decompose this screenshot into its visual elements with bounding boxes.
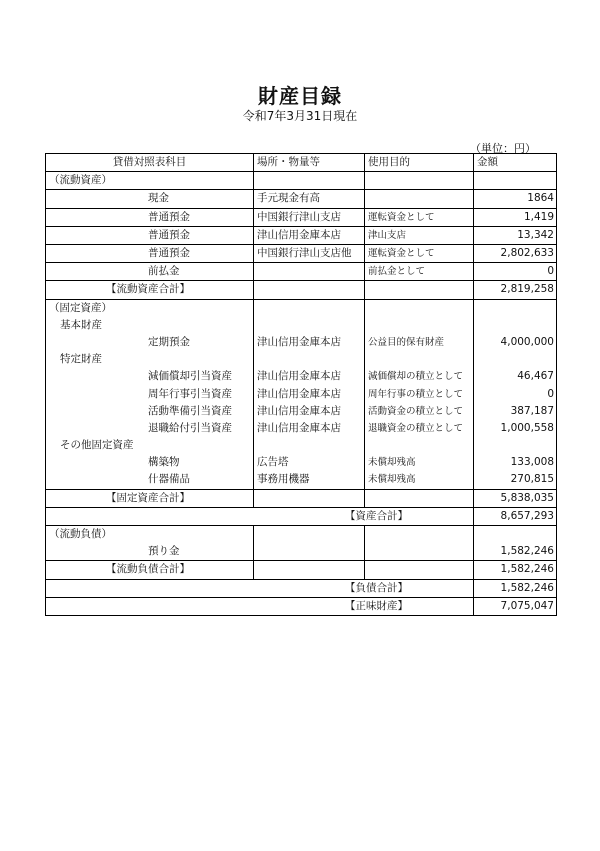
liabilities-total: 1,582,246: [474, 579, 557, 597]
current-liabilities-total: 1,582,246: [474, 561, 557, 579]
col-amount-header: 金額: [474, 154, 557, 172]
subsection-heading-row: [46, 437, 557, 454]
unit-label: （単位：円）: [470, 142, 536, 155]
page-title: 財産目録: [258, 84, 342, 108]
subtotal-row: [46, 561, 557, 579]
section-heading-row: [46, 172, 557, 190]
subsection-heading-row: [46, 317, 557, 334]
specific-assets-heading: 特定財産: [46, 351, 254, 368]
asset-inventory-table: [45, 153, 557, 616]
table-row: 普通預金 津山信用金庫本店 津山支店 13,342: [46, 226, 557, 244]
grand-total-row: [46, 579, 557, 597]
current-assets-total: 2,819,258: [474, 281, 557, 299]
table-row: 活動準備引当資産 津山信用金庫本店 活動資金の積立として 387,187: [46, 403, 557, 420]
current-liabilities-total-label: 【流動負債合計】: [46, 561, 254, 579]
subtotal-row: [46, 281, 557, 299]
col-item-header: 貸借対照表科目: [46, 154, 254, 172]
table-row: 預り金 1,582,246: [46, 543, 557, 561]
col-purpose-header: 使用目的: [365, 154, 474, 172]
table-row: 前払金 前払金として 0: [46, 263, 557, 281]
liabilities-total-label: 【負債合計】: [46, 579, 474, 597]
net-assets-label: 【正味財産】: [46, 597, 474, 615]
table-row: 現金 手元現金有高 1864: [46, 190, 557, 208]
net-assets-total: 7,075,047: [474, 597, 557, 615]
table-row: 什器備品 事務用機器 未償却残高 270,815: [46, 471, 557, 489]
section-heading-row: [46, 525, 557, 543]
table-row: 普通預金 中国銀行津山支店 運転資金として 1,419: [46, 208, 557, 226]
basic-assets-heading: 基本財産: [46, 317, 254, 334]
current-assets-heading: （流動資産）: [46, 172, 254, 190]
other-fixed-assets-heading: その他固定資産: [46, 437, 254, 454]
fixed-assets-total-label: 【固定資産合計】: [46, 489, 254, 507]
fixed-assets-total: 5,838,035: [474, 489, 557, 507]
col-place-header: 場所・物量等: [254, 154, 365, 172]
section-heading-row: [46, 299, 557, 317]
table-row: 退職給付引当資産 津山信用金庫本店 退職資金の積立として 1,000,558: [46, 420, 557, 437]
table-header-row: [46, 154, 557, 172]
grand-total-row: [46, 507, 557, 525]
table-row: 周年行事引当資産 津山信用金庫本店 周年行事の積立として 0: [46, 385, 557, 402]
subtotal-row: [46, 489, 557, 507]
table-row: 普通預金 中国銀行津山支店他 運転資金として 2,802,633: [46, 244, 557, 262]
fixed-assets-heading: （固定資産）: [46, 299, 254, 317]
current-assets-total-label: 【流動資産合計】: [46, 281, 254, 299]
subsection-heading-row: [46, 351, 557, 368]
grand-total-row: [46, 597, 557, 615]
assets-total-label: 【資産合計】: [46, 507, 474, 525]
assets-total: 8,657,293: [474, 507, 557, 525]
current-liabilities-heading: （流動負債）: [46, 525, 254, 543]
table-row: 構築物 広告塔 未償却残高 133,008: [46, 454, 557, 471]
as-of-date: 令和7年3月31日現在: [242, 109, 358, 123]
table-row: 減価償却引当資産 津山信用金庫本店 減価償却の積立として 46,467: [46, 368, 557, 385]
table-row: 定期預金 津山信用金庫本店 公益目的保有財産 4,000,000: [46, 334, 557, 351]
